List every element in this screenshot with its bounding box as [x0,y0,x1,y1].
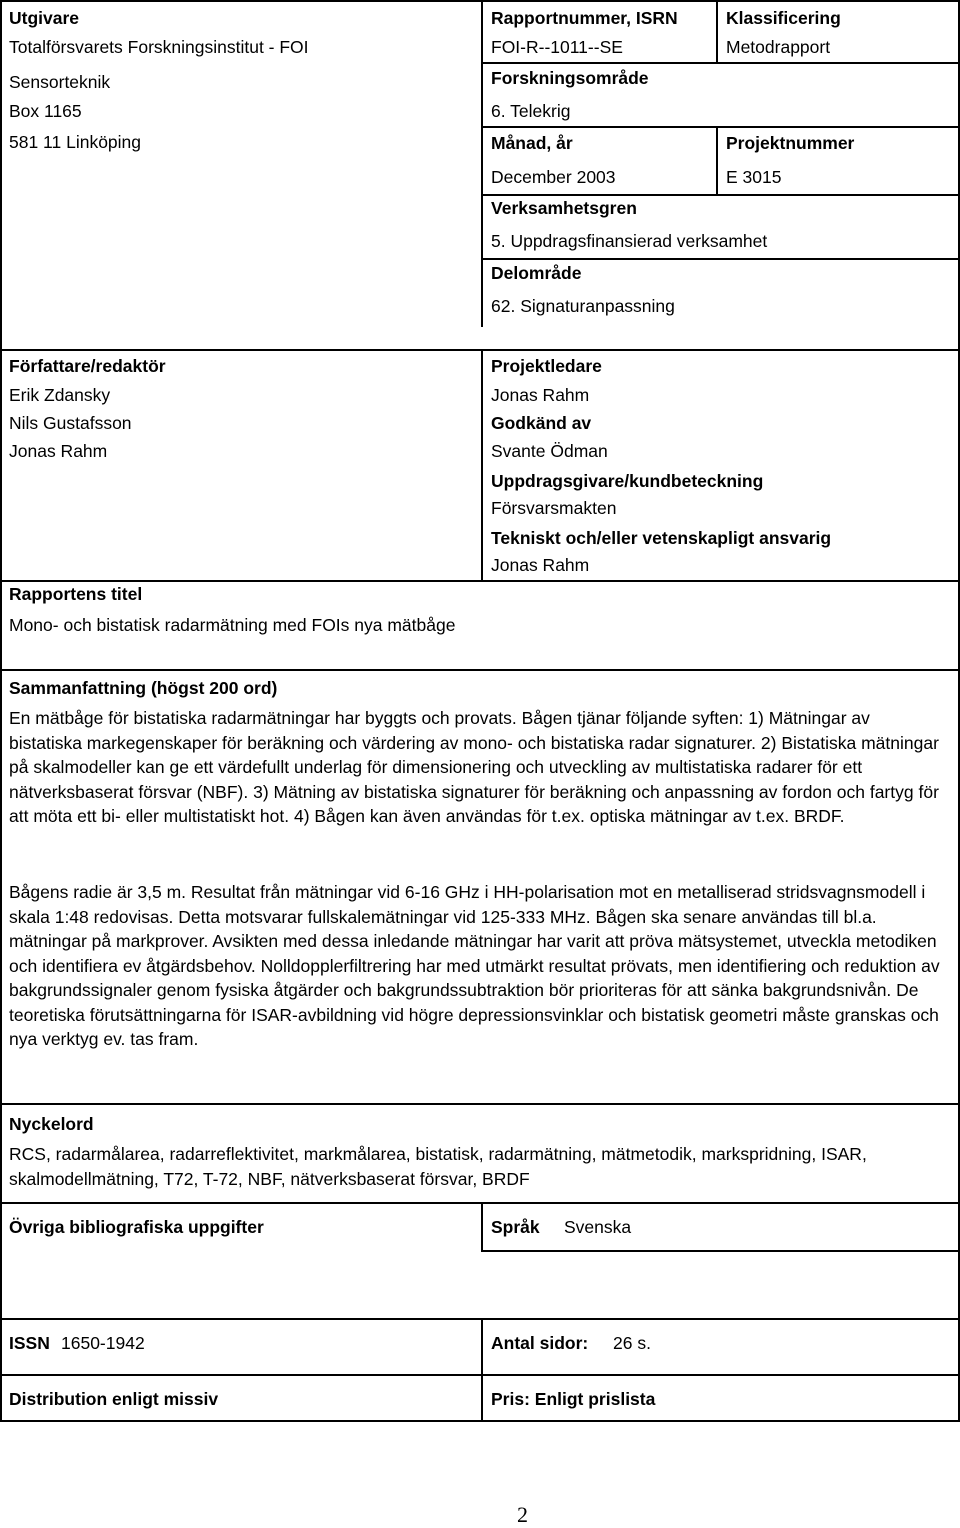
publisher-line: Box 1165 [9,101,82,121]
sub-area-value: 62. Signaturanpassning [491,296,675,316]
top-border [0,0,960,2]
rule-research-area [481,62,716,64]
client-value: Försvarsmakten [491,498,617,518]
month-year-value: December 2003 [491,167,616,187]
divider-col2b [716,126,718,194]
author-name: Erik Zdansky [9,385,111,405]
issn-value: 1650-1942 [61,1333,145,1353]
report-title-value: Mono- och bistatisk radarmätning med FOIs nya mätbåge [9,615,456,635]
project-leader-label: Projektledare [491,356,602,376]
pages-value: 26 s. [613,1333,651,1353]
sub-area-label: Delområde [491,263,582,283]
project-leader-value: Jonas Rahm [491,385,590,405]
divider-issn [481,1318,483,1422]
classification-value: Metodrapport [726,37,831,57]
rule-title [0,580,960,582]
research-area-label: Forskningsområde [491,68,649,88]
other-bibliographic-label: Övriga bibliografiska uppgifter [9,1217,264,1237]
issn-label: ISSN [9,1333,50,1353]
rule-subarea [481,258,960,260]
language-value: Svenska [564,1217,632,1237]
project-number-label: Projektnummer [726,133,855,153]
rule-issn [0,1318,960,1320]
author-name: Jonas Rahm [9,441,108,461]
technical-responsible-value: Jonas Rahm [491,555,590,575]
approved-by-label: Godkänd av [491,413,592,433]
distribution-label: Distribution enligt missiv [9,1389,219,1409]
rule-branch [481,194,960,196]
report-number-value: FOI-R--1011--SE [491,37,623,57]
month-year-label: Månad, år [491,133,573,153]
publisher-heading: Utgivare [9,8,80,28]
publisher-line: Totalförsvarets Forskningsinstitut - FOI [9,37,309,57]
rule-month [481,126,960,128]
divider-col2 [716,0,718,62]
author-name: Nils Gustafsson [9,413,132,433]
rule-classification [716,62,960,64]
summary-paragraph: En mätbåge för bistatiska radarmätningar har byggts och provats. Bågen tjänar följande syften: 1) Mätningar av bistatiska markegenskaper för beräkning och värdering av mono- och bistatiska radar signaturer. 2) Bistatiska mätningar på skalmodeller kan ge ett värdefullt underlag för dimensionering och utveckling av multistatiska radarer för ett nätverksbaserat försvar (NBF). 3) Mätning av bistatiska signaturer för beräkning och anpassning av fordon och fartyg för att möta ett bi- eller multistatiskt hot. 4) Bågen kan även användas för t.ex. optiska mätningar av t.ex. BRDF. [9,708,939,826]
publisher-line: Sensorteknik [9,72,111,92]
left-border [0,0,2,1422]
classification-label: Klassificering [726,8,841,28]
approved-by-value: Svante Ödman [491,441,608,461]
pages-label: Antal sidor: [491,1333,589,1353]
publisher-line: 581 11 Linköping [9,132,142,152]
keywords-label: Nyckelord [9,1114,94,1134]
rule-other [0,1202,960,1204]
divider-authors [481,349,483,580]
project-number-value: E 3015 [726,167,782,187]
authors-label: Författare/redaktör [9,356,166,376]
client-label: Uppdragsgivare/kundbeteckning [491,471,764,491]
price-label: Pris: Enligt prislista [491,1389,656,1409]
research-area-value: 6. Telekrig [491,101,571,121]
page-number: 2 [517,1502,528,1527]
business-branch-value: 5. Uppdragsfinansierad verksamhet [491,231,768,251]
summary-label: Sammanfattning (högst 200 ord) [9,678,278,698]
report-number-label: Rapportnummer, ISRN [491,8,678,28]
keywords-value: RCS, radarmålarea, radarreflektivitet, markmålarea, bistatisk, radarmätning, mätmetodik, markspridning, ISAR, skalmodellmätning, T72, T-72, NBF, nätverksbaserat försvar, BRDF [9,1144,867,1189]
divider-col1 [481,0,483,327]
rule-summary [0,669,960,671]
report-title-label: Rapportens titel [9,584,143,604]
rule-authors [0,349,960,351]
divider-language [481,1202,483,1250]
summary-paragraph: Bågens radie är 3,5 m. Resultat från mätningar vid 6-16 GHz i HH-polarisation mot en metalliserad stridsvagnsmodell i skala 1:48 redovisas. Detta motsvarar fullskalemätningar vid 125-333 MHz. Bågen ska senare användas till bl.a. mätningar på markprover. Avsikten med dessa inledande mätningar har varit att pröva mätsystemet, utveckla metodiken och identifiera ev åtgärdsbehov. Nolldopplerfiltrering har med utmärkt resultat prövats, men identifiering och reduktion av bakgrundssignaler genom fysiska åtgärder och bakgrundssubtraktion bör prioriteras för att sänka bakgrundsnivån. De teoretiska förutsättningarna för ISAR-avbildning vid högre depressionsvinklar och bistatisk geometri måste granskas och nya verktyg ev. tas fram. [9,882,940,1049]
rule-distribution [0,1374,960,1376]
language-label: Språk [491,1217,540,1237]
technical-responsible-label: Tekniskt och/eller vetenskapligt ansvarig [491,528,832,548]
business-branch-label: Verksamhetsgren [491,198,637,218]
bottom-border [0,1420,960,1422]
rule-language [481,1250,960,1252]
rule-keywords [0,1103,960,1105]
